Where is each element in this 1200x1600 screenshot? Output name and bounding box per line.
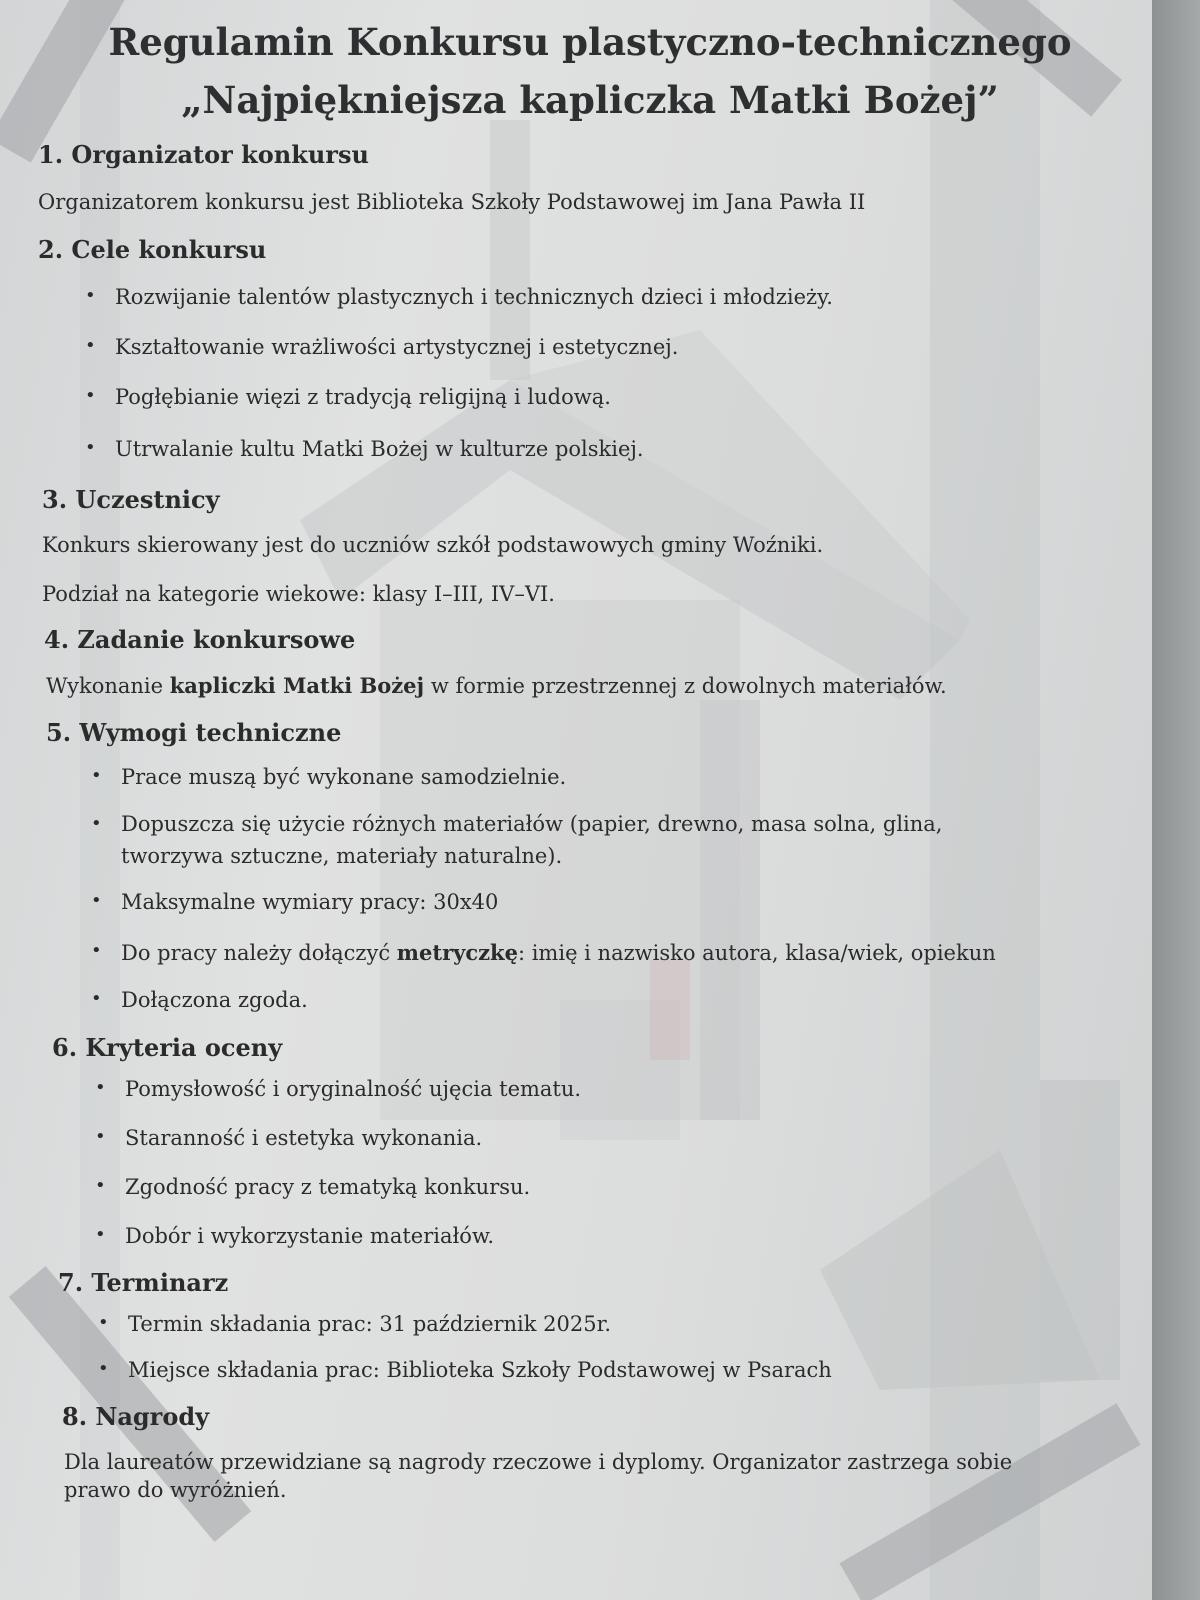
- section-6-heading: 6. Kryteria oceny: [52, 1033, 283, 1062]
- section-7-heading: 7. Terminarz: [58, 1268, 229, 1297]
- bullet-icon: •: [91, 813, 102, 834]
- list-item: [85, 437, 644, 461]
- list-item-text: Staranność i estetyka wykonania.: [125, 1126, 483, 1150]
- list-item: [95, 1224, 495, 1248]
- list-item-text: Dołączona zgoda.: [121, 988, 308, 1012]
- section-4-text: Wykonanie kapliczki Matki Bożej w formie przestrzennej z dowolnych materiałów.: [46, 673, 947, 698]
- bullet-icon: •: [98, 1312, 109, 1333]
- highlight-chapel: kapliczki Matki Bożej: [169, 673, 425, 698]
- list-item-text: Maksymalne wymiary pracy: 30x40: [121, 890, 499, 914]
- bullet-icon: •: [85, 385, 96, 406]
- bullet-icon: •: [85, 335, 96, 356]
- list-item: [91, 765, 567, 789]
- list-item-text: Miejsce składania prac: Biblioteka Szkoły Podstawowej w Psarach: [128, 1358, 832, 1382]
- bullet-icon: •: [91, 988, 102, 1009]
- section-8-text: Dla laureatów przewidziane są nagrody rzeczowe i dyplomy. Organizator zastrzega sobie prawo do wyróżnień.: [64, 1450, 1013, 1502]
- background-wall: [1152, 0, 1200, 1600]
- section-3-text-2: Podział na kategorie wiekowe: klasy I–III, IV–VI.: [42, 582, 555, 606]
- bullet-icon: •: [85, 285, 96, 306]
- list-item-text: Dobór i wykorzystanie materiałów.: [125, 1224, 495, 1248]
- section-3-text-1: Konkurs skierowany jest do uczniów szkół podstawowych gminy Woźniki.: [42, 533, 824, 557]
- list-item-text: Prace muszą być wykonane samodzielnie.: [121, 765, 567, 789]
- list-item: [91, 808, 1041, 872]
- list-item: [91, 890, 499, 914]
- bullet-icon: •: [91, 890, 102, 911]
- section-1-text: Organizatorem konkursu jest Biblioteka Szkoły Podstawowej im Jana Pawła II: [38, 190, 866, 214]
- list-item-text: Termin składania prac: 31 październik 2025r.: [128, 1312, 612, 1336]
- list-item: [95, 1077, 582, 1101]
- section-4-heading: 4. Zadanie konkursowe: [44, 625, 356, 654]
- list-item: [98, 1312, 612, 1336]
- list-item-text: Rozwijanie talentów plastycznych i technicznych dzieci i młodzieży.: [115, 285, 833, 309]
- list-item: [95, 1175, 531, 1199]
- list-item-text: Zgodność pracy z tematyką konkursu.: [125, 1175, 531, 1199]
- title-line-2: „Najpiękniejsza kapliczka Matki Bożej”: [181, 78, 999, 122]
- section-8-heading: 8. Nagrody: [62, 1402, 210, 1431]
- bullet-icon: •: [95, 1224, 106, 1245]
- list-item: [95, 1126, 483, 1150]
- bullet-icon: •: [91, 940, 102, 961]
- list-item-text: Kształtowanie wrażliwości artystycznej i estetycznej.: [115, 335, 679, 359]
- list-item: [98, 1358, 832, 1382]
- bullet-icon: •: [95, 1175, 106, 1196]
- list-item: [85, 335, 679, 359]
- section-5-heading: 5. Wymogi techniczne: [46, 718, 342, 747]
- list-item: [91, 988, 308, 1012]
- title-line-1: Regulamin Konkursu plastyczno-technicznego: [108, 20, 1072, 64]
- bullet-icon: •: [95, 1126, 106, 1147]
- section-2-heading: 2. Cele konkursu: [38, 235, 267, 264]
- section-3-heading: 3. Uczestnicy: [42, 485, 220, 514]
- list-item: • Do pracy należy dołączyć metryczkę: imię i nazwisko autora, klasa/wiek, opiekun: [91, 940, 996, 965]
- section-1-heading: 1. Organizator konkursu: [38, 140, 369, 169]
- list-item: [85, 285, 833, 309]
- bullet-icon: •: [85, 437, 96, 458]
- list-item: [85, 385, 611, 409]
- list-item-text: Pomysłowość i oryginalność ujęcia tematu.: [125, 1077, 582, 1101]
- bullet-icon: •: [91, 765, 102, 786]
- list-item-text: Pogłębianie więzi z tradycją religijną i ludową.: [115, 385, 611, 409]
- bullet-icon: •: [95, 1077, 106, 1098]
- list-item-text: Dopuszcza się użycie różnych materiałów (papier, drewno, masa solna, glina, tworzywa sztuczne, materiały naturalne).: [121, 812, 943, 868]
- list-item-text: Utrwalanie kultu Matki Bożej w kulturze polskiej.: [115, 437, 644, 461]
- bullet-icon: •: [98, 1358, 109, 1379]
- highlight-metryczka: metryczkę: [396, 940, 518, 965]
